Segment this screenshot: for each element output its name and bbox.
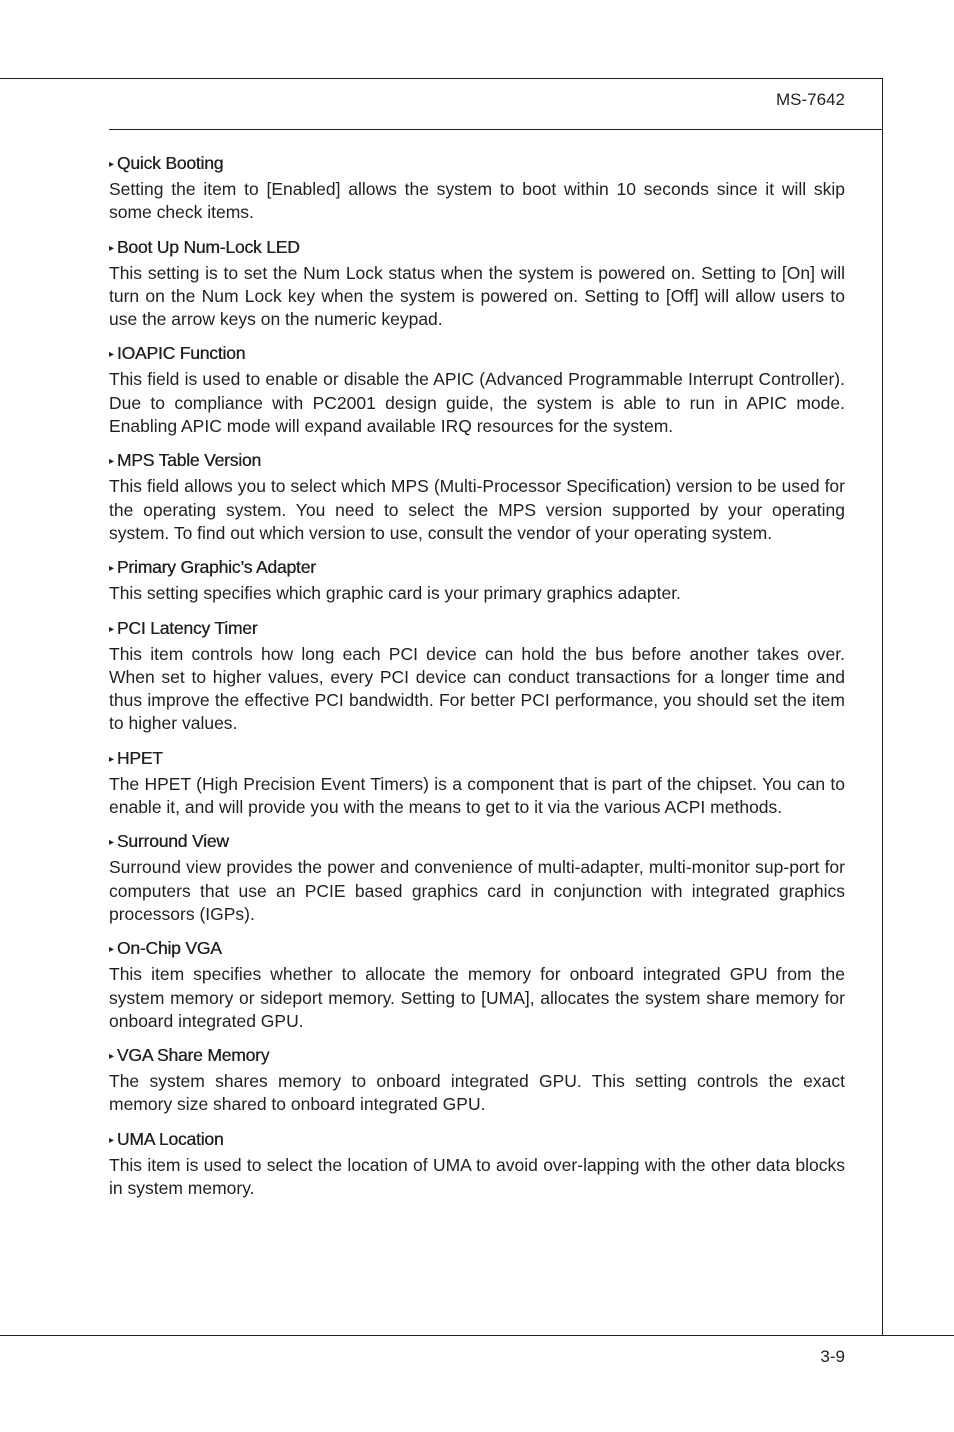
triangle-bullet-icon: ▸ (109, 837, 114, 849)
setting-title-text: Surround View (116, 831, 229, 852)
triangle-bullet-icon: ▸ (109, 456, 114, 468)
setting-description: This item controls how long each PCI device can hold the bus before another takes over. When set to higher values, every PCI device can conduct transactions for a longer time and thus improve the effective PCI bandwidth. For better PCI performance, you should set the item to higher values. (109, 643, 845, 734)
setting-item (109, 746, 845, 820)
setting-title (109, 746, 845, 772)
setting-title (109, 555, 845, 581)
bottom-rule (0, 1335, 954, 1336)
setting-description: This item is used to select the location of UMA to avoid over-lapping with the other data blocks in system memory. (109, 1154, 845, 1199)
triangle-bullet-icon: ▸ (109, 623, 114, 635)
setting-title-text: Boot Up Num-Lock LED (116, 236, 300, 257)
setting-title (109, 936, 845, 962)
setting-description: The HPET (High Precision Event Timers) is a component that is part of the chipset. You can to enable it, and will provide you with the means to get to it via the various ACPI methods. (109, 773, 845, 818)
setting-title-text: MPS Table Version (116, 450, 261, 471)
setting-title-text: Primary Graphic’s Adapter (116, 557, 316, 578)
setting-title (109, 448, 845, 474)
setting-description: Setting the item to [Enabled] allows the system to boot within 10 seconds since it will skip some check items. (109, 179, 845, 223)
triangle-bullet-icon: ▸ (109, 1051, 114, 1063)
setting-title (109, 235, 845, 261)
setting-title (109, 151, 845, 177)
setting-title (109, 616, 845, 642)
setting-description: The system shares memory to onboard integrated GPU. This setting controls the exact memory size shared to onboard integrated GPU. (109, 1071, 845, 1115)
triangle-bullet-icon: ▸ (109, 753, 114, 765)
setting-title-text: HPET (116, 747, 163, 768)
triangle-bullet-icon: ▸ (109, 242, 114, 254)
setting-description: Surround view provides the power and convenience of multi-adapter, multi-monitor sup-port for computers that use an PCIE based graphics card in conjunction with integrated graphics processors (IGPs). (109, 857, 845, 924)
right-margin-rule (882, 78, 883, 1335)
setting-title (109, 1127, 845, 1153)
setting-item (109, 936, 845, 1033)
header-rule (109, 129, 883, 130)
triangle-bullet-icon: ▸ (109, 1134, 114, 1146)
setting-title-text: VGA Share Memory (116, 1045, 270, 1066)
setting-title-text: IOAPIC Function (116, 343, 246, 364)
top-rule (0, 78, 883, 79)
triangle-bullet-icon: ▸ (109, 944, 114, 956)
setting-title (109, 341, 845, 367)
setting-item (109, 829, 845, 926)
setting-item (109, 448, 845, 545)
setting-item (109, 616, 845, 736)
triangle-bullet-icon: ▸ (109, 349, 114, 361)
setting-description: This setting specifies which graphic card is your primary graphics adapter. (109, 583, 681, 604)
triangle-bullet-icon: ▸ (109, 159, 114, 170)
setting-description: This field allows you to select which MPS (Multi-Processor Specification) version to be used for the operating system. You need to select the MPS version supported by your operating system. To find out which version to use, consult the vendor of your operating system. (109, 476, 845, 543)
bios-settings-list (109, 151, 845, 1210)
setting-description: This item specifies whether to allocate the memory for onboard integrated GPU from the system memory or sideport memory. Setting to [UMA], allocates the system share memory for onboard integrated GPU. (109, 964, 845, 1031)
setting-item (109, 1127, 845, 1201)
setting-title-text: Quick Booting (116, 153, 224, 173)
setting-item (109, 151, 845, 225)
setting-description: This setting is to set the Num Lock status when the system is powered on. Setting to [On] will turn on the Num Lock key when the system is powered on. Setting to [Off] will allow users to use the arrow keys on the numeric keypad. (109, 262, 845, 330)
setting-title (109, 829, 845, 855)
setting-item (109, 235, 845, 332)
setting-item (109, 341, 845, 438)
setting-item (109, 555, 845, 605)
setting-item (109, 1043, 845, 1117)
setting-title-text: On-Chip VGA (116, 938, 222, 959)
triangle-bullet-icon: ▸ (109, 563, 114, 575)
setting-title (109, 1043, 845, 1069)
page-number: 3-9 (820, 1347, 845, 1366)
setting-description: This field is used to enable or disable the APIC (Advanced Programmable Interrupt Controller). Due to compliance with PC2001 design guide, the system is able to run in APIC mode. Enabling APIC mode will expand available IRQ resources for the system. (109, 369, 845, 437)
model-number: MS-7642 (776, 90, 845, 109)
setting-title-text: UMA Location (116, 1128, 224, 1149)
setting-title-text: PCI Latency Timer (116, 617, 258, 638)
